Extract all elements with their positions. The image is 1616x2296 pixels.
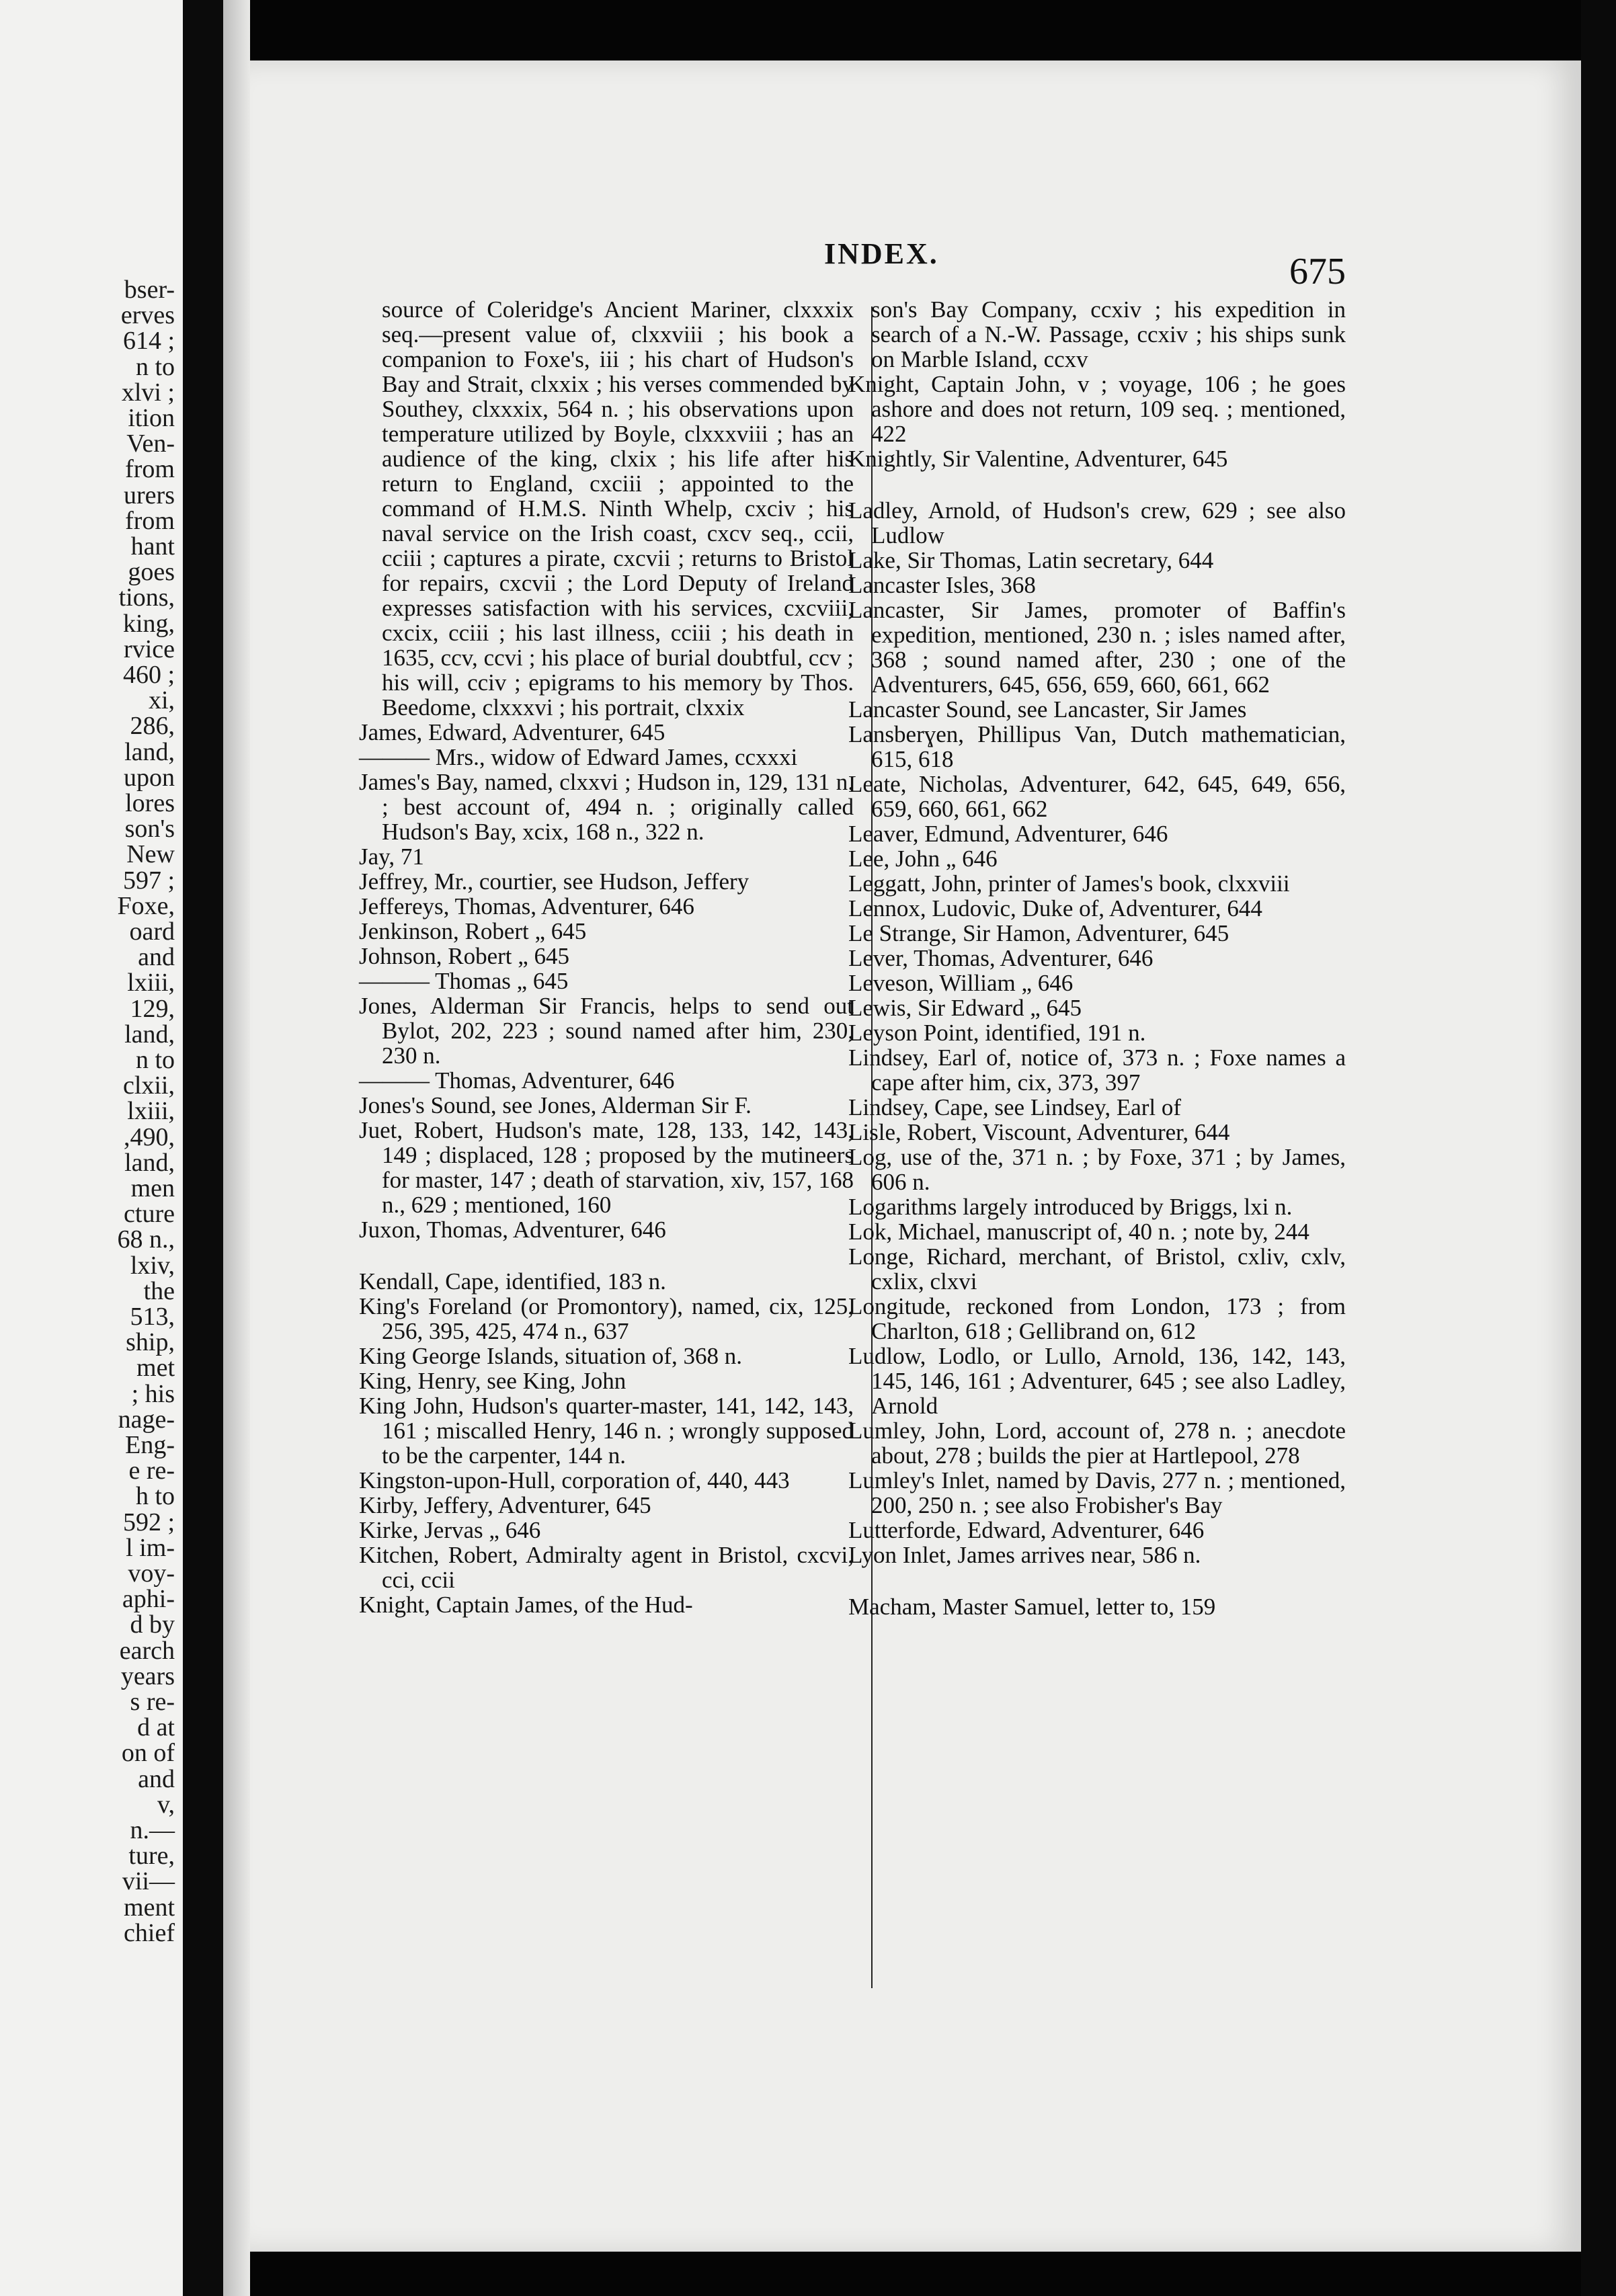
facing-page-line: ,490, — [124, 1122, 175, 1151]
index-entry: Macham, Master Samuel, letter to, 159 — [848, 1594, 1216, 1620]
facing-page-line: goes — [128, 558, 175, 587]
facing-page-fragment — [0, 0, 183, 2296]
page-edge — [1581, 0, 1616, 2296]
facing-page-line: e re- — [128, 1457, 175, 1485]
facing-page-line: lxiii, — [127, 1097, 175, 1126]
index-column-right — [848, 297, 1346, 1619]
index-entry: ——— Mrs., widow of Edward James, ccxxxi — [359, 744, 798, 770]
facing-page-line: aphi- — [122, 1585, 175, 1614]
facing-page-line: s re- — [130, 1688, 175, 1716]
facing-page-line: New — [126, 840, 175, 869]
facing-page-line: v, — [157, 1790, 175, 1819]
index-entry: Kendall, Cape, identified, 183 n. — [359, 1268, 666, 1295]
facing-page-line: the — [143, 1276, 175, 1305]
facing-page-line: 592 ; — [122, 1508, 175, 1536]
facing-page-line: bser- — [124, 276, 175, 304]
index-entry: Kingston-upon-Hull, corporation of, 440, 443 — [359, 1467, 790, 1493]
facing-page-line: rvice — [124, 634, 175, 663]
facing-page-line: ment — [124, 1893, 175, 1922]
index-entry: Lewis, Sir Edward „ 645 — [848, 995, 1082, 1021]
facing-page-line: from — [125, 506, 175, 535]
facing-page-line: met — [136, 1354, 175, 1383]
page-curve — [223, 0, 250, 2296]
index-entry: Johnson, Robert „ 645 — [359, 943, 570, 969]
index-column-left — [359, 297, 854, 1617]
index-entry: Lennox, Ludovic, Duke of, Adventurer, 644 — [848, 895, 1262, 921]
index-entry: James's Bay, named, clxxvi ; Hudson in, 129, 131 n. ; best account of, 494 n. ; originally called Hudson's Bay, xcix, 168 n., 322 n. — [359, 769, 854, 845]
facing-page-line: king, — [122, 609, 175, 638]
index-entry: Kirby, Jeffery, Adventurer, 645 — [359, 1492, 651, 1518]
index-entry: Lansberɣen, Phillipus Van, Dutch mathematician, 615, 618 — [848, 721, 1346, 772]
index-entry: Leyson Point, identified, 191 n. — [848, 1020, 1146, 1046]
facing-page-line: clxii, — [122, 1071, 175, 1100]
index-entry: Juet, Robert, Hudson's mate, 128, 133, 142, 143, 149 ; displaced, 128 ; proposed by the mutineers for master, 147 ; death of starvation, xiv, 157, 168 n., 629 ; mentioned, 160 — [359, 1117, 854, 1218]
index-entry: Jeffereys, Thomas, Adventurer, 646 — [359, 893, 694, 919]
facing-page-line: chief — [124, 1918, 175, 1947]
index-entry: Ladley, Arnold, of Hudson's crew, 629 ; see also Ludlow — [848, 497, 1346, 548]
facing-page-line: xi, — [148, 686, 175, 715]
facing-page-line: lxiii, — [127, 969, 175, 997]
facing-page-line: ; his — [131, 1379, 175, 1408]
facing-page-line: upon — [124, 763, 175, 792]
index-entry: son's Bay Company, ccxiv ; his expedition in search of a N.-W. Passage, ccxiv ; his ships sunk on Marble Island, ccxv — [871, 296, 1346, 372]
index-entry: ——— Thomas „ 645 — [359, 968, 569, 994]
index-entry: King John, Hudson's quarter-master, 141, 142, 143, 161 ; miscalled Henry, 146 n. ; wrongly supposed to be the carpenter, 144 n. — [359, 1393, 854, 1469]
index-entry: Leggatt, John, printer of James's book, clxxviii — [848, 870, 1290, 897]
facing-page-line: men — [130, 1174, 175, 1202]
facing-page-line: years — [120, 1662, 175, 1690]
facing-page-line: hant — [130, 532, 175, 561]
index-entry: ——— Thomas, Adventurer, 646 — [359, 1067, 675, 1094]
facing-page-line: 597 ; — [122, 866, 175, 895]
running-head: INDEX. — [824, 237, 939, 270]
index-entry: Knightly, Sir Valentine, Adventurer, 645 — [848, 446, 1228, 472]
facing-page-line: erves — [120, 301, 175, 330]
index-entry: Leaver, Edmund, Adventurer, 646 — [848, 821, 1168, 847]
index-entry: Lever, Thomas, Adventurer, 646 — [848, 945, 1154, 971]
index-entry: Ludlow, Lodlo, or Lullo, Arnold, 136, 142, 143, 145, 146, 161 ; Adventurer, 645 ; see also Ladley, Arnold — [848, 1343, 1346, 1419]
facing-page-line: ship, — [126, 1328, 175, 1357]
facing-page-line: urers — [124, 481, 175, 509]
index-entry: Lok, Michael, manuscript of, 40 n. ; note by, 244 — [848, 1219, 1309, 1245]
facing-page-line: 129, — [130, 994, 175, 1023]
facing-page-line: ition — [128, 404, 175, 432]
facing-page-line: ture, — [128, 1842, 175, 1871]
index-entry: Jeffrey, Mr., courtier, see Hudson, Jeffery — [359, 868, 750, 895]
facing-page-line: 614 ; — [122, 327, 175, 356]
facing-page-line: xlvi ; — [121, 378, 175, 407]
index-entry: James, Edward, Adventurer, 645 — [359, 719, 665, 745]
index-entry: Lancaster Sound, see Lancaster, Sir James — [848, 696, 1247, 723]
facing-page-line: from — [125, 455, 175, 484]
facing-page-line: lxiv, — [130, 1251, 175, 1280]
index-entry: Lake, Sir Thomas, Latin secretary, 644 — [848, 547, 1214, 573]
index-entry: King, Henry, see King, John — [359, 1368, 627, 1394]
index-entry: source of Coleridge's Ancient Mariner, clxxxix seq.—present value of, clxxviii ; his book a companion to Foxe's, iii ; his chart of Hudson's Bay and Strait, clxxix ; his verses commended by Southey, clxxxix, 564 n. ; his observations upon temperature utilized by Boyle, clxxxviii ; has an audience of the king, clxix ; his life after his return to England, cxciii ; appointed to the command of H.M.S. Ninth Whelp, cxciv ; his naval service on the Irish coast, cxcv seq., ccii, cciii ; captures a pirate, cxcvii ; returns to Bristol for repairs, cxcvii ; the Lord Deputy of Ireland expresses satisfaction with his services, cxcviii, cxcix, cciii ; his last illness, cciii ; his death in 1635, ccv, ccvi ; his place of burial doubtful, ccv ; his will, cciv ; epigrams to his memory by Thos. Beedome, clxxxvi ; his portrait, clxxix — [382, 296, 854, 721]
index-entry: King's Foreland (or Promontory), named, cix, 125, 256, 395, 425, 474 n., 637 — [359, 1293, 854, 1344]
facing-page-line: land, — [124, 737, 175, 766]
index-entry: Knight, Captain James, of the Hud- — [359, 1592, 693, 1618]
facing-page-line: oard — [129, 917, 175, 946]
facing-page-line: d at — [137, 1713, 175, 1742]
index-entry: Lutterforde, Edward, Adventurer, 646 — [848, 1517, 1205, 1543]
index-entry: Lumley, John, Lord, account of, 278 n. ; anecdote about, 278 ; builds the pier at Hartlepool, 278 — [848, 1418, 1346, 1469]
facing-page-line: lores — [125, 789, 175, 817]
facing-page-line: and — [138, 943, 175, 972]
index-entry: Lisle, Robert, Viscount, Adventurer, 644 — [848, 1119, 1230, 1145]
index-entry: Lancaster Isles, 368 — [848, 572, 1036, 598]
facing-page-line: son's — [124, 815, 175, 844]
page-number: 675 — [1289, 251, 1346, 292]
facing-page-line: 286, — [130, 712, 175, 741]
facing-page-line: and — [138, 1764, 175, 1793]
index-entry: King George Islands, situation of, 368 n. — [359, 1343, 742, 1369]
facing-page-line: land, — [124, 1148, 175, 1177]
index-entry: Longitude, reckoned from London, 173 ; from Charlton, 618 ; Gellibrand on, 612 — [848, 1293, 1346, 1344]
index-entry: Lumley's Inlet, named by Davis, 277 n. ; mentioned, 200, 250 n. ; see also Frobisher's Bay — [848, 1467, 1346, 1518]
index-entry: Jay, 71 — [359, 844, 424, 870]
facing-page-line: d by — [130, 1610, 175, 1639]
facing-page-line: earch — [119, 1636, 175, 1665]
index-entry: Lyon Inlet, James arrives near, 586 n. — [848, 1542, 1201, 1568]
facing-page-line: Ven- — [126, 429, 175, 458]
facing-page-line: on of — [121, 1739, 175, 1768]
index-entry: Jones, Alderman Sir Francis, helps to send out Bylot, 202, 223 ; sound named after him, 230, 230 n. — [359, 993, 854, 1069]
facing-page-line: n to — [135, 352, 175, 381]
index-entry: Log, use of the, 371 n. ; by Foxe, 371 ; by James, 606 n. — [848, 1144, 1346, 1195]
facing-page-line: voy- — [128, 1559, 175, 1588]
book-gutter — [183, 0, 223, 2296]
facing-page-line: n.— — [130, 1816, 175, 1844]
facing-page-line: 68 n., — [117, 1225, 175, 1254]
facing-page-line: Eng- — [125, 1431, 175, 1459]
facing-page-line: tions, — [118, 583, 175, 612]
facing-page-line: h to — [135, 1482, 175, 1511]
index-entry: Knight, Captain John, v ; voyage, 106 ; he goes ashore and does not return, 109 seq. ; mentioned, 422 — [848, 371, 1346, 447]
index-entry: Lindsey, Earl of, notice of, 373 n. ; Foxe names a cape after him, cix, 373, 397 — [848, 1044, 1346, 1096]
facing-page-line: 460 ; — [122, 661, 175, 689]
index-entry: Longe, Richard, merchant, of Bristol, cxliv, cxlv, cxlix, clxvi — [848, 1243, 1346, 1295]
index-entry: Leate, Nicholas, Adventurer, 642, 645, 649, 656, 659, 660, 661, 662 — [848, 771, 1346, 822]
facing-page-line: nage- — [118, 1405, 175, 1434]
index-entry: Kitchen, Robert, Admiralty agent in Bristol, cxcvi, cci, ccii — [359, 1542, 854, 1593]
facing-page-line: Foxe, — [117, 891, 175, 920]
facing-page-line: n to — [135, 1046, 175, 1074]
index-entry: Le Strange, Sir Hamon, Adventurer, 645 — [848, 920, 1229, 946]
index-entry: Juxon, Thomas, Adventurer, 646 — [359, 1217, 666, 1243]
index-entry: Kirke, Jervas „ 646 — [359, 1517, 541, 1543]
facing-page-line: 513, — [130, 1303, 175, 1331]
index-entry: Logarithms largely introduced by Briggs, lxi n. — [848, 1194, 1293, 1220]
facing-page-line: l im- — [126, 1533, 175, 1562]
facing-page-line: land, — [124, 1020, 175, 1049]
facing-page-line: vii— — [122, 1867, 175, 1896]
facing-page-line: cture — [124, 1200, 175, 1229]
index-entry: Leveson, William „ 646 — [848, 970, 1074, 996]
index-entry: Jenkinson, Robert „ 645 — [359, 918, 587, 944]
index-entry: Lee, John „ 646 — [848, 846, 998, 872]
index-entry: Jones's Sound, see Jones, Alderman Sir F. — [359, 1092, 752, 1118]
index-entry: Lancaster, Sir James, promoter of Baffin's expedition, mentioned, 230 n. ; isles named after, 368 ; sound named after, 230 ; one of the Adventurers, 645, 656, 659, 660, 661, 662 — [848, 597, 1346, 698]
index-entry: Lindsey, Cape, see Lindsey, Earl of — [848, 1094, 1182, 1120]
